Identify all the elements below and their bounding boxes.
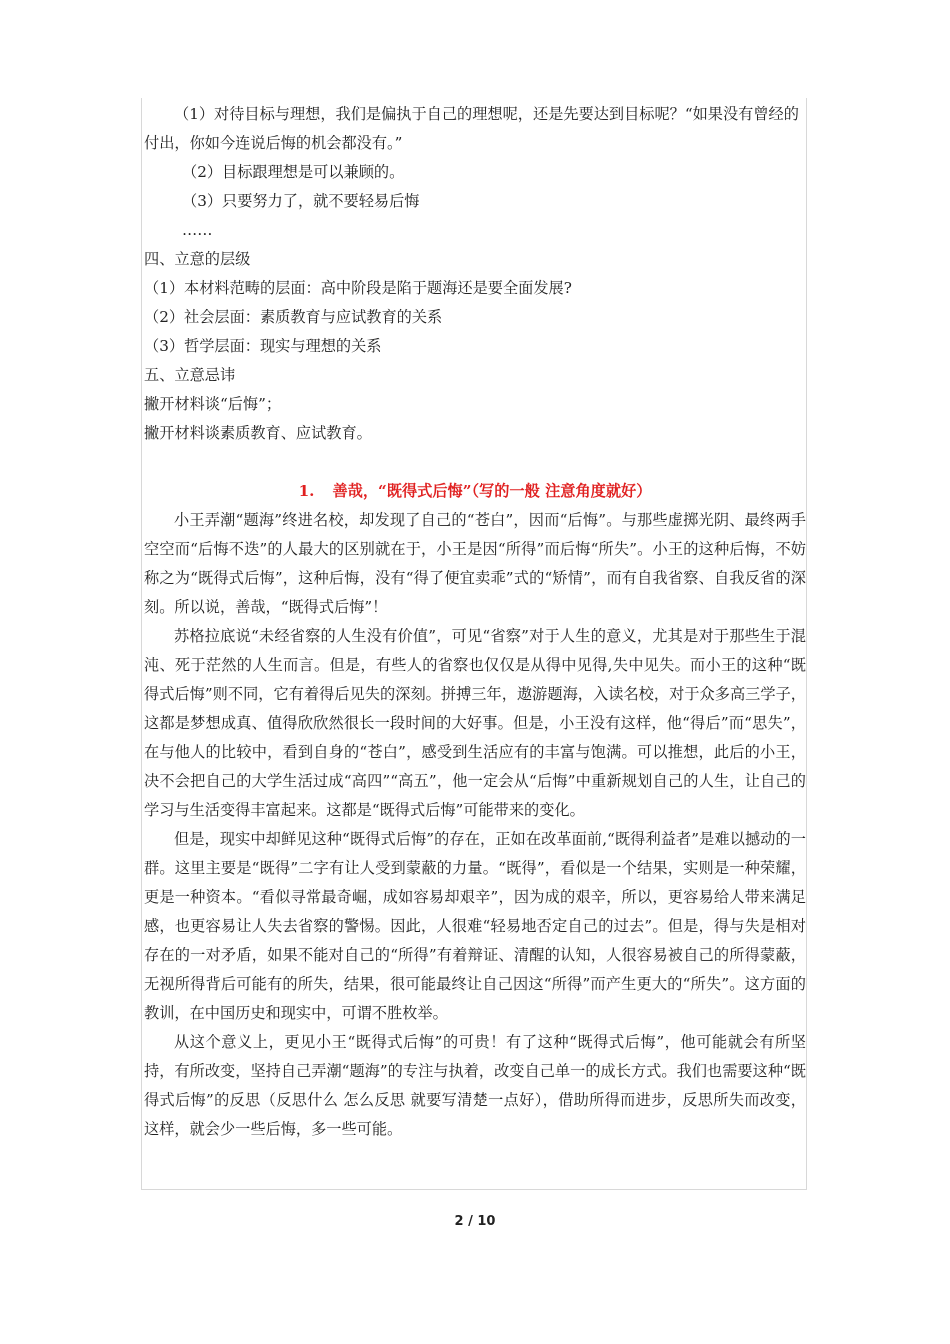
- blank-line: [144, 448, 806, 477]
- outline-point-2: （2）目标跟理想是可以兼顾的。: [182, 163, 405, 181]
- outline-ellipsis: ……: [182, 221, 213, 239]
- section-5-item-1: 撇开材料谈“后悔”；: [144, 395, 282, 413]
- outline-point-3: （3）只要努力了，就不要轻易后悔: [182, 192, 420, 210]
- section-5-heading: 五、立意忌讳: [144, 366, 236, 384]
- essay-title: [144, 477, 806, 506]
- essay-paragraph-1: 小王弄潮“题海”终进名校，却发现了自己的“苍白”，因而“后悔”。与那些虚掷光阴、最终两手空空而“后悔不迭”的人最大的区别就在于，小王是因“所得”而后悔“所失”。小王的这种后悔，不妨称之为“既得式后悔”，这种后悔，没有“得了便宜卖乖”式的“矫情”，而有自我省察、自我反省的深刻。所以说，善哉，“既得式后悔”！: [144, 511, 806, 616]
- essay-title-text: 善哉，“既得式后悔”（写的一般 注意角度就好）: [332, 482, 652, 500]
- section-4-item-1: （1）本材料范畴的层面：高中阶段是陷于题海还是要全面发展?: [144, 279, 572, 297]
- essay-paragraph-3: 但是，现实中却鲜见这种“既得式后悔”的存在，正如在改革面前,“既得利益者”是难以撼动的一群。这里主要是“既得”二字有让人受到蒙蔽的力量。“既得”，看似是一个结果，实则是一种荣耀，更是一种资本。“看似寻常最奇崛，成如容易却艰辛”，因为成的艰辛，所以，更容易给人带来满足感，也更容易让人失去省察的警惕。因此，人很难“轻易地否定自己的过去”。但是，得与失是相对存在的一对矛盾，如果不能对自己的“所得”有着辩证、清醒的认知，人很容易被自己的所得蒙蔽，无视所得背后可能有的所失，结果，很可能最终让自己因这“所得”而产生更大的“所失”。这方面的教训，在中国历史和现实中，可谓不胜枚举。: [144, 830, 806, 1022]
- essay-paragraph-4: 从这个意义上，更见小王“既得式后悔”的可贵！有了这种“既得式后悔”，他可能就会有所坚持，有所改变，坚持自己弄潮“题海”的专注与执着，改变自己单一的成长方式。我们也需要这种“既得式后悔”的反思（反思什么 怎么反思 就要写清楚一点好），借助所得而进步，反思所失而改变，这样，就会少一些后悔，多一些可能。: [144, 1033, 806, 1138]
- section-4-item-3: （3）哲学层面：现实与理想的关系: [144, 337, 382, 355]
- section-4-heading: 四、立意的层级: [144, 250, 251, 268]
- document-content: [144, 100, 806, 1144]
- section-5-item-2: 撇开材料谈素质教育、应试教育。: [144, 424, 372, 442]
- page-number: 2 / 10: [454, 1214, 496, 1229]
- outline-point-1: （1）对待目标与理想，我们是偏执于自己的理想呢，还是先要达到目标呢？“如果没有曾经的付出，你如今连说后悔的机会都没有。”: [144, 105, 799, 152]
- section-4-item-2: （2）社会层面：素质教育与应试教育的关系: [144, 308, 443, 326]
- essay-number: 1.: [298, 482, 315, 500]
- essay-paragraph-2: 苏格拉底说“未经省察的人生没有价值”，可见“省察”对于人生的意义，尤其是对于那些生于混沌、死于茫然的人生而言。但是，有些人的省察也仅仅是从得中见得,失中见失。而小王的这种“既得式后悔”则不同，它有着得后见失的深刻。拼搏三年，遨游题海，入读名校，对于众多高三学子，这都是梦想成真、值得欣欣然很长一段时间的大好事。但是，小王没有这样，他“得后”而“思失”，在与他人的比较中，看到自身的“苍白”，感受到生活应有的丰富与饱满。可以推想，此后的小王，决不会把自己的大学生活过成“高四”“高五”，他一定会从“后悔”中重新规划自己的人生，让自己的学习与生活变得丰富起来。这都是“既得式后悔”可能带来的变化。: [144, 627, 806, 819]
